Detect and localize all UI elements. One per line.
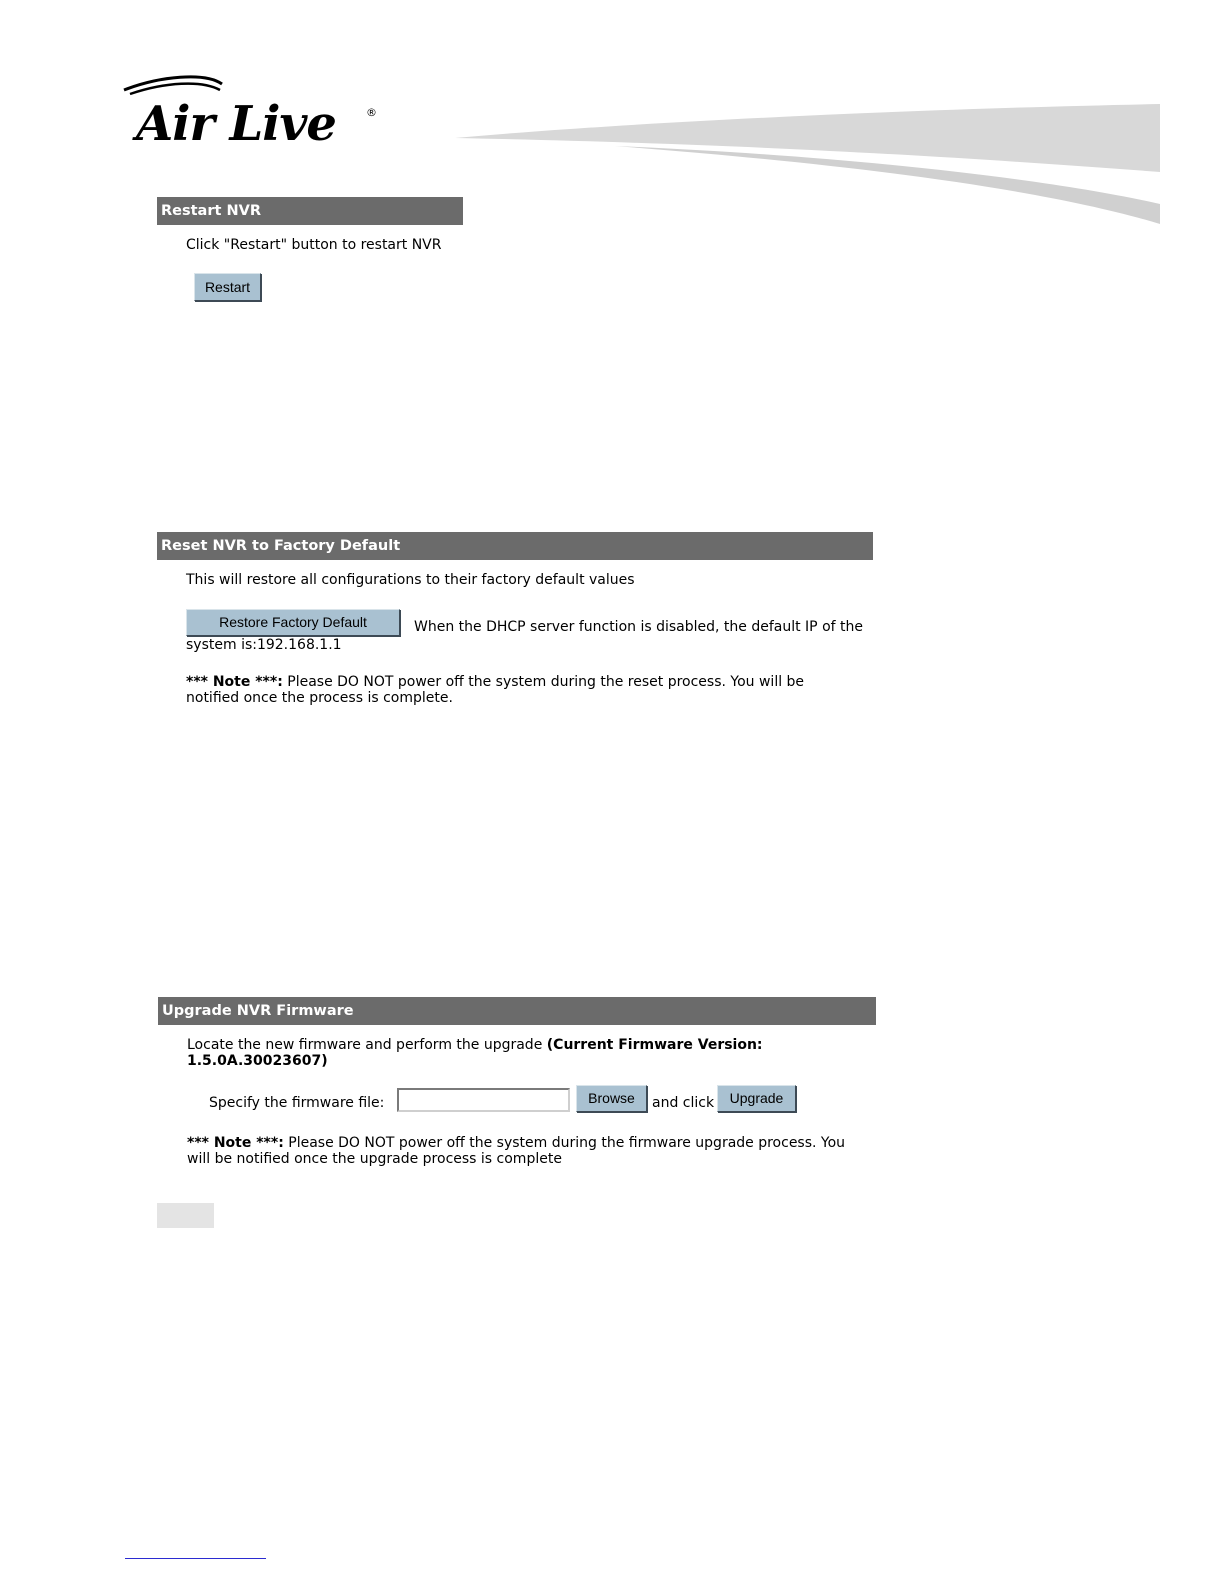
and-click-text: and click <box>652 1095 715 1111</box>
restore-factory-default-button[interactable]: Restore Factory Default <box>186 609 400 636</box>
airlive-logo <box>120 72 390 152</box>
airlive-logo-graphic <box>120 72 390 152</box>
upgrade-button[interactable]: Upgrade <box>717 1085 796 1112</box>
footer-divider <box>125 1558 266 1559</box>
svg-text:Air Live: Air Live <box>136 96 336 152</box>
firmware-version-label: (Current Firmware Version: <box>546 1037 763 1053</box>
firmware-file-label: Specify the firmware file: <box>209 1095 385 1111</box>
dhcp-info-line-2: system is:192.168.1.1 <box>186 637 342 653</box>
firmware-version-value: 1.5.0A.30023607) <box>187 1053 328 1069</box>
restart-description: Click "Restart" button to restart NVR <box>186 237 442 253</box>
upgrade-note-prefix: *** Note ***: <box>187 1135 284 1151</box>
dhcp-info-line-1: When the DHCP server function is disabled, the default IP of the <box>414 619 863 635</box>
upgrade-section-header: Upgrade NVR Firmware <box>158 997 876 1025</box>
svg-text:®: ® <box>366 106 377 119</box>
reset-description: This will restore all configurations to their factory default values <box>186 572 635 588</box>
firmware-file-input[interactable] <box>397 1088 570 1112</box>
gray-placeholder-box <box>157 1203 214 1228</box>
reset-section-header: Reset NVR to Factory Default <box>157 532 873 560</box>
browse-button[interactable]: Browse <box>576 1085 647 1112</box>
upgrade-note-line-2: will be notified once the upgrade process is complete <box>187 1151 562 1167</box>
restart-button[interactable]: Restart <box>194 273 261 301</box>
reset-note-line-2: notified once the process is complete. <box>186 690 453 706</box>
reset-note-prefix: *** Note ***: <box>186 674 283 690</box>
upgrade-note-line-1 <box>187 1135 845 1152</box>
upgrade-note-text: Please DO NOT power off the system during the firmware upgrade process. You <box>283 1135 846 1151</box>
restart-section-header: Restart NVR <box>157 197 463 225</box>
upgrade-description: Locate the new firmware and perform the upgrade <box>187 1037 547 1053</box>
reset-note-text: Please DO NOT power off the system during the reset process. You will be <box>282 674 805 690</box>
reset-note-line-1 <box>186 674 804 691</box>
upgrade-description-line-1 <box>187 1037 763 1054</box>
header-swoosh <box>455 100 1165 230</box>
